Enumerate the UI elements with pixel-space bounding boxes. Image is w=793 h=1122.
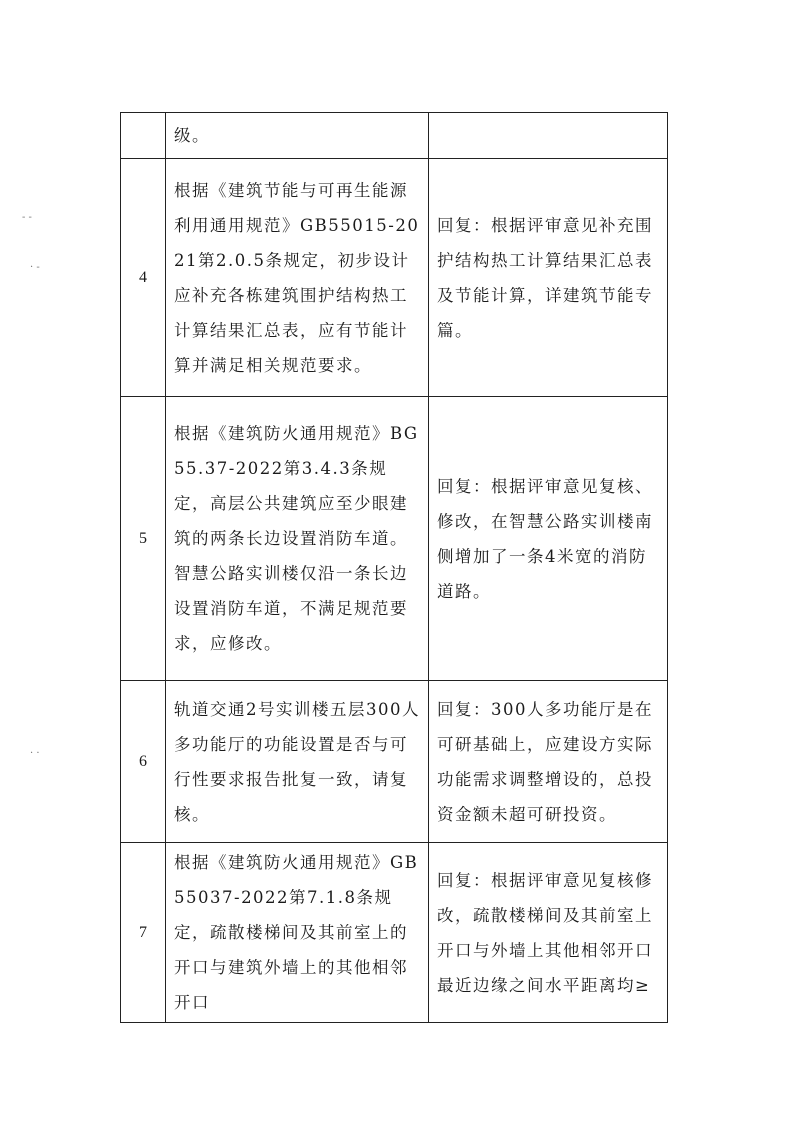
reply-text: 回复：根据评审意见复核、修改，在智慧公路实训楼南侧增加了一条4米宽的消防道路。	[429, 397, 668, 681]
review-comment: 轨道交通2号实训楼五层300人多功能厅的功能设置是否与可行性要求报告批复一致，请复核。	[166, 681, 429, 843]
table-row	[121, 681, 668, 843]
review-comment: 级。	[166, 113, 429, 159]
table-row	[121, 113, 668, 159]
scan-mark: · -	[30, 262, 40, 273]
row-number: 7	[121, 843, 166, 1023]
reply-text: 回复：根据评审意见复核修改，疏散楼梯间及其前室上开口与外墙上其他相邻开口最近边缘之间水平距离均≥	[429, 843, 668, 1023]
reply-text	[429, 113, 668, 159]
reply-text: 回复：根据评审意见补充围护结构热工计算结果汇总表及节能计算，详建筑节能专篇。	[429, 159, 668, 397]
review-comment: 根据《建筑节能与可再生能源利用通用规范》GB55015-2021第2.0.5条规定，初步设计应补充各栋建筑围护结构热工计算结果汇总表，应有节能计算并满足相关规范要求。	[166, 159, 429, 397]
scan-mark: - -	[22, 212, 32, 223]
table-row	[121, 397, 668, 681]
review-comment: 根据《建筑防火通用规范》GB55037-2022第7.1.8条规定，疏散楼梯间及其前室上的开口与建筑外墙上的其他相邻开口	[166, 843, 429, 1023]
row-number: 5	[121, 397, 166, 681]
review-table	[120, 112, 668, 1023]
table-row	[121, 843, 668, 1023]
row-number: 6	[121, 681, 166, 843]
table-row	[121, 159, 668, 397]
row-number	[121, 113, 166, 159]
review-comment: 根据《建筑防火通用规范》BG55.37-2022第3.4.3条规定，高层公共建筑应至少眼建筑的两条长边设置消防车道。智慧公路实训楼仅沿一条长边设置消防车道，不满足规范要求，应修改。	[166, 397, 429, 681]
row-number: 4	[121, 159, 166, 397]
scan-mark: · ·	[30, 748, 40, 759]
reply-text: 回复：300人多功能厅是在可研基础上，应建设方实际功能需求调整增设的，总投资金额未超可研投资。	[429, 681, 668, 843]
